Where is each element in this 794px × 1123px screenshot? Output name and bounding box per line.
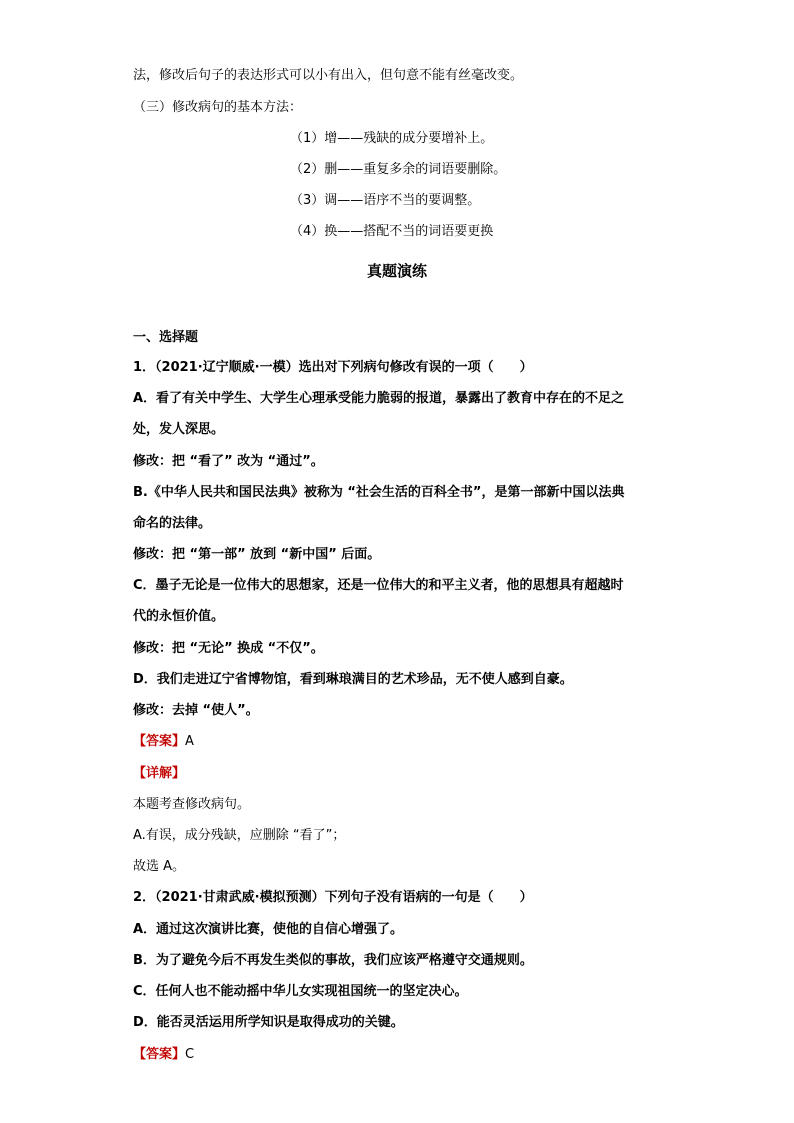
q2-option-d: D．能否灵活运用所学知识是取得成功的关键。	[133, 1015, 404, 1030]
method-3: （3）调——语序不当的要调整。	[290, 193, 481, 208]
intro-line-1: 法，修改后句子的表达形式可以小有出入，但句意不能有丝毫改变。	[133, 68, 524, 83]
answer-value: A	[185, 734, 194, 749]
q1-detail-3: 故选 A。	[133, 859, 186, 874]
q2-option-a: A．通过这次演讲比赛，使他的自信心增强了。	[133, 922, 404, 937]
q1-option-d-fix: 修改：去掉 “使人”。	[133, 703, 259, 718]
q1-answer	[133, 734, 194, 750]
method-4: （4）换——搭配不当的词语要更换	[290, 224, 494, 239]
q2-answer	[133, 1047, 194, 1063]
answer-value: C	[185, 1047, 195, 1062]
q1-option-c-line2: 代的永恒价值。	[133, 609, 225, 624]
q1-option-b-fix: 修改：把 “第一部” 放到 “新中国” 后面。	[133, 547, 381, 562]
section-heading: 一、选择题	[133, 330, 199, 345]
q1-option-a-line1: A．看了有关中学生、大学生心理承受能力脆弱的报道，暴露出了教育中存在的不足之	[133, 391, 625, 406]
q1-option-b-line1: B.《中华人民共和国民法典》被称为 “社会生活的百科全书”，是第一部新中国以法典	[133, 485, 625, 500]
section-title: 真题演练	[366, 262, 427, 280]
q1-detail-2: A.有误，成分残缺，应删除 “看了”；	[133, 828, 346, 843]
q1-option-c-fix: 修改：把 “无论” 换成 “不仅”。	[133, 641, 324, 656]
q1-detail-tag: 【详解】	[133, 766, 186, 781]
q1-option-b-line2: 命名的法律。	[133, 516, 212, 531]
q2-stem: 2．（2021·甘肃武威·模拟预测）下列句子没有语病的一句是（ ）	[133, 890, 533, 905]
q1-stem: 1．（2021·辽宁顺威·一模）选出对下列病句修改有误的一项（ ）	[133, 360, 533, 375]
intro-line-2: （三）修改病句的基本方法：	[133, 100, 303, 115]
q1-option-a-fix: 修改：把 “看了” 改为 “通过”。	[133, 454, 324, 469]
q1-detail-1: 本题考查修改病句。	[133, 797, 251, 812]
q1-option-c-line1: C．墨子无论是一位伟大的思想家，还是一位伟大的和平主义者，他的思想具有超越时	[133, 578, 624, 593]
method-1: （1）增——残缺的成分要增补上。	[290, 131, 494, 146]
q2-option-c: C．任何人也不能动摇中华儿女实现祖国统一的坚定决心。	[133, 984, 468, 999]
method-2: （2）删——重复多余的词语要删除。	[290, 162, 507, 177]
q1-option-a-line2: 处，发人深思。	[133, 422, 225, 437]
answer-tag: 【答案】	[133, 1047, 186, 1062]
q1-option-d: D．我们走进辽宁省博物馆，看到琳琅满目的艺术珍品，无不使人感到自豪。	[133, 672, 573, 687]
answer-tag: 【答案】	[133, 734, 186, 749]
q2-option-b: B．为了避免今后不再发生类似的事故，我们应该严格遵守交通规则。	[133, 953, 533, 968]
